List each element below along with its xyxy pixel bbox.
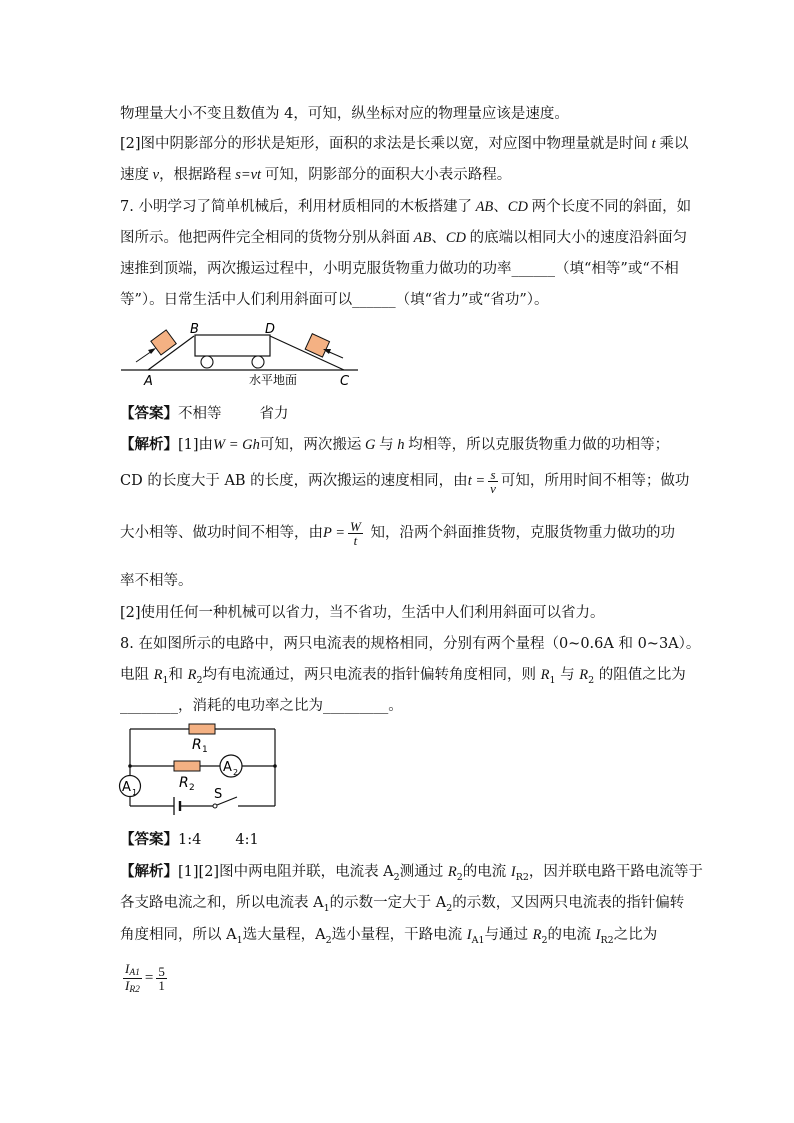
circuit-figure (116, 717, 286, 815)
label-r1: R (192, 737, 202, 753)
svg-text:1: 1 (202, 745, 208, 755)
text-line: [2]图中阴影部分的形状是矩形，面积的求法是长乘以宽，对应图中物理量就是时间 t 乘以 (120, 136, 689, 152)
explanation-8-line: 角度相同，所以 $A_1$选大量程，$A_2$选小量程，干路电流 $I_{A1}$与通过 $R_2$的电流 $I_{R2}$之比为 (120, 927, 658, 946)
label-c: C (340, 374, 350, 389)
label-ground: 水平地面 (249, 373, 298, 387)
explanation-7-line: 【解析】[1]由W = Gh可知，两次搬运 G 与 h 均相等，所以克服货物重力做的功相等； (120, 436, 670, 453)
svg-text:1: 1 (132, 788, 138, 797)
svg-text:A: A (223, 760, 232, 775)
explanation-7-line: [2]使用任何一种机械可以省力，当不省功，生活中人们利用斜面可以省力。 (120, 605, 605, 621)
question-7-line: 速推到顶端，两次搬运过程中，小明克服货物重力做功的功率______（填“相等”或“不相 (120, 261, 679, 277)
question-7-line: 图所示。他把两件完全相同的货物分别从斜面 AB、CD 的底端以相同大小的速度沿斜面匀 (120, 230, 688, 246)
svg-text:A: A (122, 780, 131, 795)
svg-text:2: 2 (189, 783, 195, 793)
question-7-line: 7. 小明学习了简单机械后，利用材质相同的木板搭建了 AB、CD 两个长度不同的斜面，如 (120, 199, 692, 215)
label-s: S (214, 787, 223, 802)
answer-8: 【答案】1:4 4:1 (120, 831, 259, 848)
text-line: 速度 v，根据路程 s=vt 可知，阴影部分的面积大小表示路程。 (120, 167, 512, 183)
incline-figure (118, 318, 368, 390)
text-line: 物理量大小不变且数值为 4，可知，纵坐标对应的物理量应该是速度。 (120, 106, 569, 122)
svg-text:2: 2 (233, 768, 239, 777)
label-d: D (265, 322, 276, 337)
ratio-equation: $\frac{IA1}{IR2}$ = $\frac{5}{1}$ (125, 960, 165, 995)
label-b: B (190, 322, 199, 337)
explanation-8-line: 各支路电流之和，所以电流表 $A_1$的示数一定大于 $A_2$的示数，又因两只电流表的指针偏转 (120, 895, 685, 914)
explanation-7-line: 率不相等。 (120, 573, 193, 589)
question-8-line: ________，消耗的电功率之比为_________。 (120, 698, 403, 714)
explanation-7-line: 大小相等、做功时间不相等，由P = $\frac{W}{t}$ 知，沿两个斜面推货物，克服货物重力做功的功 (120, 518, 675, 548)
answer-7: 【答案】不相等 省力 (120, 405, 289, 422)
question-8-line: 电阻 $R_1$和 $R_2$均有电流通过，两只电流表的指针偏转角度相同，则 $R_1$ 与 $R_2$ 的阻值之比为 (120, 667, 686, 686)
label-a: A (144, 374, 153, 389)
explanation-7-line: CD 的长度大于 AB 的长度，两次搬运的速度相同，由t = $\frac{s}{v}$ 可知，所用时间不相等；做功 (120, 466, 690, 496)
label-r2: R (179, 775, 189, 791)
explanation-8-line: 【解析】[1][2]图中两电阻并联，电流表 $A_2$测通过 $R_2$的电流 $I_{R2}$，因并联电路干路电流等于 (120, 863, 703, 883)
question-7-line: 等”）。日常生活中人们利用斜面可以______（填“省力”或“省功”）。 (120, 292, 549, 308)
question-8-line: 8. 在如图所示的电路中，两只电流表的规格相同，分别有两个量程（0~0.6A 和 0~3A）。 (120, 636, 701, 652)
